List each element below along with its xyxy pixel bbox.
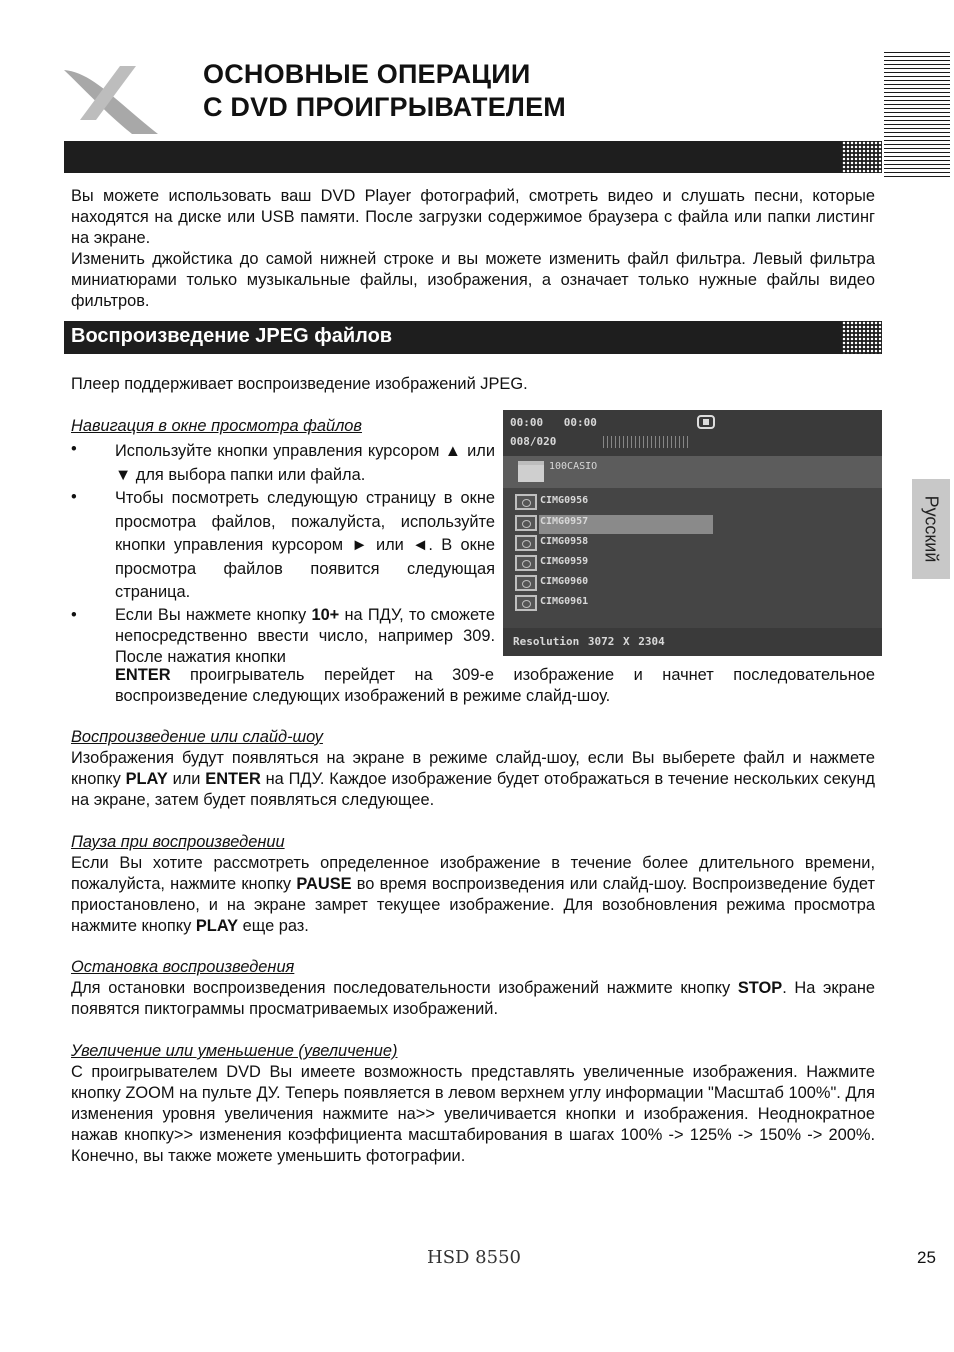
title-line-2: С DVD ПРОИГРЫВАТЕЛЕМ bbox=[203, 92, 566, 122]
key-pause: PAUSE bbox=[296, 875, 352, 893]
zoom-section bbox=[71, 1041, 875, 1167]
file-name: CIMG0957 bbox=[540, 516, 589, 527]
subsection-heading: Воспроизведение или слайд-шоу bbox=[71, 728, 323, 746]
key-stop: STOP bbox=[737, 979, 783, 997]
intro-text bbox=[71, 186, 875, 312]
page-title bbox=[203, 58, 566, 124]
info-bar bbox=[503, 628, 882, 656]
camera-icon bbox=[515, 494, 537, 510]
navigation-heading bbox=[71, 416, 495, 437]
bullet: • bbox=[71, 488, 77, 506]
text-run: Если Вы хотите рассмотреть определенное изображение в течение более длительного времени, пожалуйста, нажмите кнопку bbox=[71, 854, 875, 893]
text-run: на ПДУ, то сможете непосредственно ввести число, например 309. После нажатия кнопки bbox=[115, 605, 495, 666]
section-bar bbox=[64, 321, 882, 354]
language-label: Русский bbox=[921, 495, 942, 563]
title-line-1: ОСНОВНЫЕ ОПЕРАЦИИ bbox=[203, 59, 531, 89]
navigation-list bbox=[71, 439, 495, 668]
intro-paragraph-1: Вы можете использовать ваш DVD Player фотографий, смотреть видео и слушать песни, которые находятся на диске или USB памяти. После загрузки содержимое браузера с файла или папки листинг на экране. bbox=[71, 187, 875, 247]
text-run: еще раз. bbox=[238, 917, 309, 935]
file-name: CIMG0959 bbox=[540, 556, 589, 567]
status-bar bbox=[503, 410, 882, 456]
text-run: или bbox=[167, 770, 206, 788]
file-counter: 008/020 bbox=[510, 435, 557, 448]
section-lead: Плеер поддерживает воспроизведение изображений JPEG. bbox=[71, 375, 528, 393]
slideshow-section bbox=[71, 727, 875, 811]
player-screenshot bbox=[503, 410, 882, 656]
page-number: 25 bbox=[917, 1248, 936, 1267]
time-elapsed: 00:00 bbox=[510, 416, 544, 429]
camera-icon bbox=[515, 535, 537, 551]
key-enter: ENTER bbox=[115, 666, 171, 684]
pause-paragraph bbox=[71, 853, 875, 937]
section-title: Воспроизведение JPEG файлов bbox=[71, 325, 393, 347]
language-tab bbox=[912, 479, 950, 579]
resolution-readout: Resolution 3072 X 2304 bbox=[513, 635, 665, 648]
text-run: . На экране появятся пиктограммы просматриваемых изображений. bbox=[71, 979, 875, 1018]
file-name: CIMG0956 bbox=[540, 495, 589, 506]
list-item bbox=[71, 439, 495, 487]
file-name: CIMG0958 bbox=[540, 536, 589, 547]
text-run: во время воспроизведения или слайд-шоу. Воспроизведение будет приостановлено, и на экране замрет текущее изображение. Для возобновления режима просмотра нажмите кнопку bbox=[71, 875, 875, 935]
intro-paragraph-2: Изменить джойстика до самой нижней строке и вы можете изменить файл фильтра. Левый фильтра миниатюрами только музыкальные файлы, изображения, а означает только нужные файлы видео фильтров. bbox=[71, 250, 875, 310]
subsection-heading: Остановка воспроизведения bbox=[71, 958, 295, 976]
subsection-heading: Навигация в окне просмотра файлов bbox=[71, 417, 362, 435]
text-run: Для остановки воспроизведения последовательности изображений нажмите кнопку bbox=[71, 979, 738, 997]
level-meter bbox=[603, 436, 689, 448]
text-run: проигрыватель перейдет на 309-е изображение и начнет последовательное воспроизведение следующих изображений в режиме слайд-шоу. bbox=[115, 666, 875, 705]
list-item-text: Используйте кнопки управления курсором ▲ или ▼ для выбора папки или файла. bbox=[115, 442, 495, 484]
list-item-text: Чтобы посмотреть следующую страницу в окне просмотра файлов, пожалуйста, используйте кнопки управления курсором ► или ◄. В окне просмотра файлов появится следующая страница. bbox=[115, 489, 495, 601]
header-bar bbox=[64, 141, 882, 173]
decorative-stripes bbox=[884, 52, 950, 180]
time-readout bbox=[510, 416, 597, 429]
stop-icon bbox=[697, 415, 715, 429]
camera-icon bbox=[515, 575, 537, 591]
stop-paragraph bbox=[71, 978, 875, 1020]
subsection-heading: Пауза при воспроизведении bbox=[71, 833, 285, 851]
key-play: PLAY bbox=[195, 917, 239, 935]
text-run: на ПДУ. Каждое изображение будет отображаться в течение нескольких секунд на экране, затем будет появляться следующее. bbox=[71, 770, 876, 809]
key-enter: ENTER bbox=[205, 770, 261, 788]
subsection-heading: Увеличение или уменьшение (увеличение) bbox=[71, 1042, 398, 1060]
list-item bbox=[71, 487, 495, 605]
model-name: HSD 8550 bbox=[427, 1247, 521, 1268]
text-run: Изображения будут появляться на экране в режиме слайд-шоу, если Вы выберете файл и нажмете кнопку bbox=[71, 749, 875, 788]
dot-pattern bbox=[842, 321, 882, 354]
bullet: • bbox=[71, 605, 77, 624]
camera-icon bbox=[515, 595, 537, 611]
dot-pattern bbox=[842, 141, 882, 173]
folder-name: 100CASIO bbox=[549, 461, 598, 472]
folder-icon bbox=[518, 461, 544, 482]
list-item bbox=[71, 605, 495, 668]
list-item-text bbox=[115, 606, 495, 666]
bullet: • bbox=[71, 440, 77, 458]
camera-icon bbox=[515, 555, 537, 571]
brand-logo bbox=[62, 62, 162, 138]
key-10plus: 10+ bbox=[311, 605, 340, 624]
key-play: PLAY bbox=[125, 770, 168, 788]
pause-section bbox=[71, 832, 875, 937]
time-total: 00:00 bbox=[563, 416, 597, 429]
folder-row bbox=[503, 456, 882, 488]
stop-section bbox=[71, 957, 875, 1020]
file-name: CIMG0961 bbox=[540, 596, 589, 607]
camera-icon bbox=[515, 515, 537, 531]
file-name: CIMG0960 bbox=[540, 576, 589, 587]
slideshow-paragraph bbox=[71, 748, 875, 811]
text-run: Если Вы нажмете кнопку bbox=[115, 605, 312, 624]
list-item-continuation bbox=[115, 665, 875, 707]
zoom-paragraph: С проигрывателем DVD Вы имеете возможность представлять увеличенные изображения. Нажмите кнопку ZOOM на пульте ДУ. Теперь появляется в левом верхнем углу информации "Масштаб 100%". Для изменения уровня увеличения нажмите на>> увеличивается кнопки и изображения. Неоднократное нажав кнопку>> изменения коэффициента масштабирования в шагах 100% -> 125% -> 150% -> 200%. Конечно, вы также можете уменьшить фотографии. bbox=[71, 1063, 875, 1165]
